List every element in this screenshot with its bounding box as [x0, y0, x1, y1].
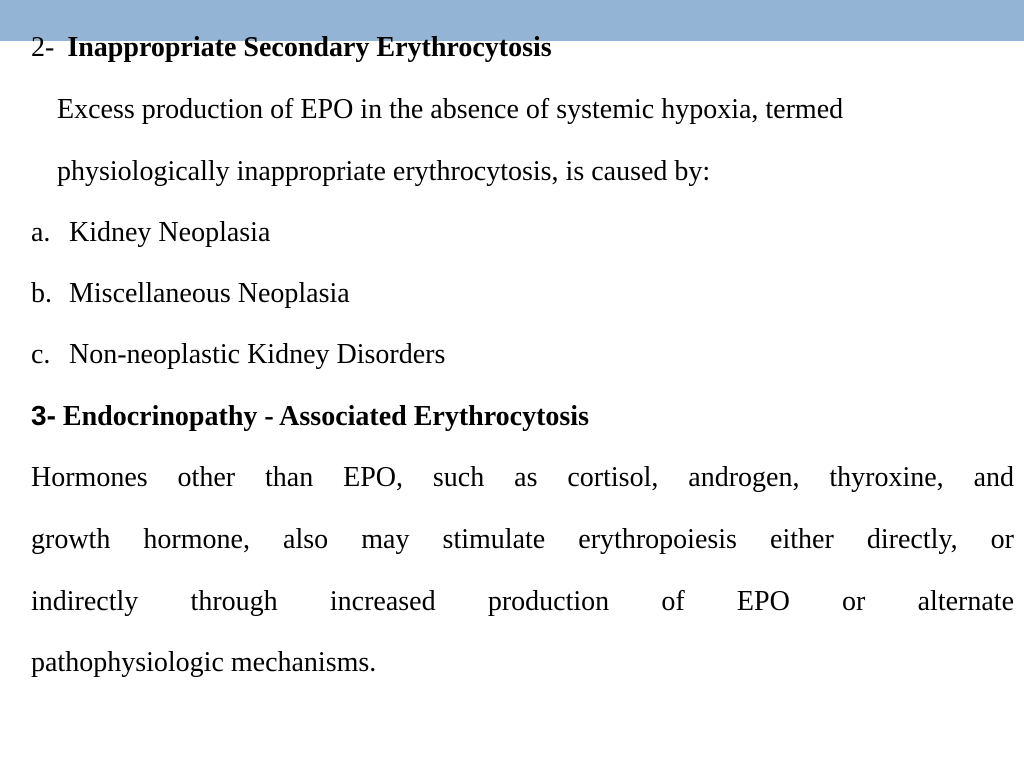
section-3-body-line-1: Hormones other than EPO, such as cortisol, androgen, thyroxine, and: [31, 462, 1014, 493]
list-item-marker: a.: [31, 217, 51, 248]
section-2-heading: Inappropriate Secondary Erythrocytosis: [67, 32, 552, 63]
section-3-body-line-4: pathophysiologic mechanisms.: [31, 647, 377, 678]
section-2-heading-line: [31, 31, 552, 65]
list-item-text: Miscellaneous Neoplasia: [69, 278, 350, 309]
list-item: [31, 216, 270, 250]
section-3-number: 3-: [31, 400, 56, 431]
section-2-intro-line-2: physiologically inappropriate erythrocytosis, is caused by:: [57, 156, 711, 187]
list-item-text: Kidney Neoplasia: [69, 217, 271, 248]
section-3-body-line-3: indirectly through increased production of EPO or alternate: [31, 586, 1014, 617]
section-3-heading-line: [31, 399, 589, 434]
list-item: [31, 338, 445, 372]
list-item-text: Non-neoplastic Kidney Disorders: [69, 339, 446, 370]
list-item: [31, 277, 350, 311]
list-item-marker: b.: [31, 278, 52, 309]
section-3-heading: Endocrinopathy - Associated Erythrocytosis: [62, 401, 589, 432]
section-2-number: 2-: [31, 32, 55, 63]
section-2-intro-line-1: Excess production of EPO in the absence of systemic hypoxia, termed: [57, 94, 844, 125]
list-item-marker: c.: [31, 339, 51, 370]
section-3-body-line-2: growth hormone, also may stimulate erythropoiesis either directly, or: [31, 524, 1014, 555]
